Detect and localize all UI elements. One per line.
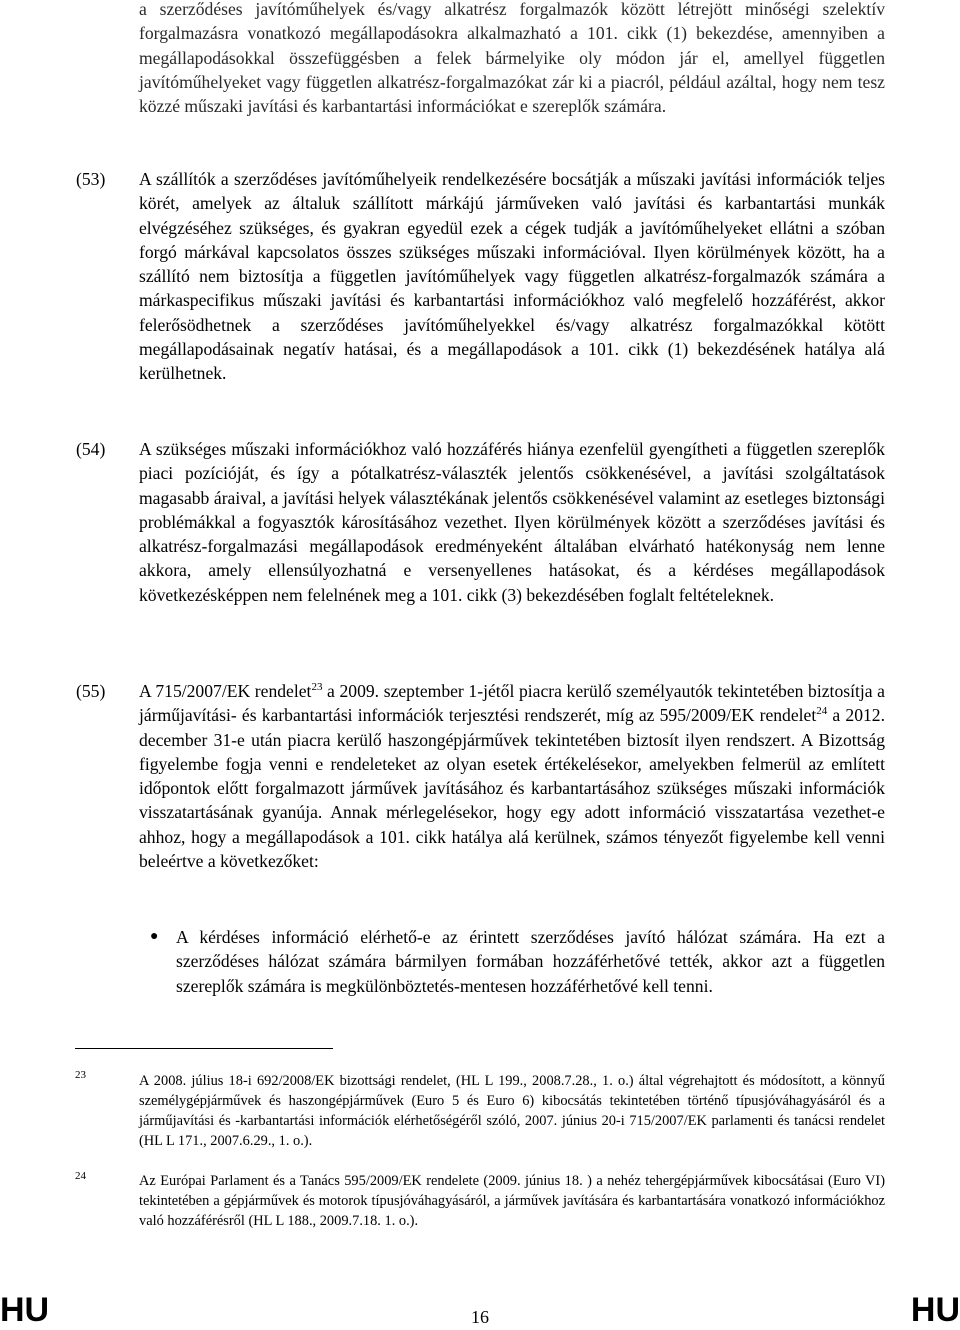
language-code-left: HU [0,1291,50,1329]
text-segment: A 715/2007/EK rendelet [139,681,312,701]
footnote-ref-24[interactable]: 24 [816,705,828,718]
text-segment: a 2009. szeptember 1-jétől piacra kerülő személyautók tekintetében biztosítja a járműjavítási- és karbantartási információk terjesztési rendszerét, míg az 595/2009/EK rendelet [139,681,885,726]
footnote-text: A 2008. július 18-i 692/2008/EK bizottsági rendelet, (HL L 199., 2008.7.28., 1. o.) által végrehajtott és módosított, a könnyű személygépjárművek és haszongépjárművek (Euro 5 és Euro 6) kibocsátás tekintetében történő típusjóváhagyásáról és a járműjavítási és -karbantartási információk elérhetőségéről szóló, 2007. június 20-i 715/2007/EK parlamenti és tanácsi rendelet (HL L 171., 2007.6.29., 1. o.). [139,1073,885,1149]
paragraph-text: A szállítók a szerződéses javítóműhelyeik rendelkezésére bocsátják a műszaki javítási információk teljes körét, amelyek az általuk szállított márkájú járműveken való javítási és karbantartási munkák elvégzéséhez szükséges, és gyakran egyedül ezek a cégek tudják a javítóműhelyeket ellátni a szóban forgó márkával kapcsolatos összes szükséges műszaki információval. Ilyen körülmények között, ha a szállító nem biztosítja a független javítóműhelyek vagy független alkatrész-forgalmazók számára a márkaspecifikus műszaki javítási és karbantartási információkhoz való megfelelő hozzáférést, akkor felerősödhetnek a szerződéses javítóműhelyekkel és/vagy alkatrész forgalmazókkal kötött megállapodásainak negatív hatásai, és a megállapodások a 101. cikk (1) bekezdésének hatálya alá kerülhetnek. [139,169,885,384]
footnote-ref-23[interactable]: 23 [311,681,323,694]
language-code-right: HU [910,1291,960,1329]
footnote-mark: 24 [75,1170,86,1182]
bullet-item: A kérdéses információ elérhető-e az érintett szerződéses javító hálózat számára. Ha ezt a szerződéses hálózat számára bármilyen formában hozzáférhetővé tették, akkor azt a független szereplők számára is megkülönböztetés-mentesen hozzáférhetővé kell tenni. [176,927,885,996]
footnote-mark: 23 [75,1069,86,1081]
paragraph-text: A szükséges műszaki információkhoz való hozzáférés hiánya ezenfelül gyengítheti a független szereplők piaci pozícióját, és így a pótalkatrész-választék jelentős csökkenésével, a javítási szolgáltatások magasabb áraival, a javítási helyek választékának jelentős csökkenésével valamint az esetleges biztonsági problémákkal a fogyasztók károsításához vezethet. Ilyen körülmények között a szerződéses javítási és alkatrész-forgalmazási megállapodások eredményeként általában elvárható hatékonyság nem lenne akkora, amely ellensúlyozhatná e versenyellenes hatásokat, és a kérdéses megállapodások következésképpen nem felelnének meg a 101. cikk (3) bekezdésében foglalt feltételeknek. [139,439,885,605]
paragraph-number: (55) [76,681,106,701]
paragraph-number: (53) [76,169,106,189]
text-segment: a 2012. december 31-e után piacra kerülő haszongépjárművek tekintetében biztosít ilyen rendszert. A Bizottság figyelembe fogja venni e rendeleteket az olyan esetek értékelésekor, amelyekben felmerül az említett időpontok előtt forgalmazott járművek javításához és karbantartásához szükséges műszaki információk visszatartásának gyanúja. Annak mérlegelésekor, hogy egy adott információ visszatartása vezethet-e ahhoz, hogy a megállapodások a 101. cikk hatálya alá kerülnek, számos tényezőt figyelembe kell venni beleértve a következőket: [139,705,885,872]
footnote-text: Az Európai Parlament és a Tanács 595/2009/EK rendelete (2009. június 18. ) a nehéz tehergépjárművek kibocsátásai (Euro VI) tekintetében a gépjárművek és motorok típusjóváhagyásáról, a járművek javítására és karbantartására vonatkozó információkhoz való hozzáférésről (HL L 188., 2009.7.18. 1. o.). [139,1173,885,1229]
page-number: 16 [471,1307,489,1327]
bullet-icon: ● [150,929,159,944]
continuation-paragraph: a szerződéses javítóműhelyek és/vagy alkatrész forgalmazók között létrejött minőségi szelektív forgalmazásra vonatkozó megállapodásokra alkalmazható a 101. cikk (1) bekezdése, amennyiben a megállapodásokkal összefüggésben a felek bármelyike oly módon jár el, amellyel független javítóműhelyeket vagy független alkatrész-forgalmazókat zár ki a piacról, például azáltal, hogy nem tesz közzé műszaki javítási és karbantartási információkat e szereplők számára. [139,0,885,117]
paragraph-text [139,679,885,873]
paragraph-number: (54) [76,439,106,459]
footnote-separator [75,1048,333,1049]
